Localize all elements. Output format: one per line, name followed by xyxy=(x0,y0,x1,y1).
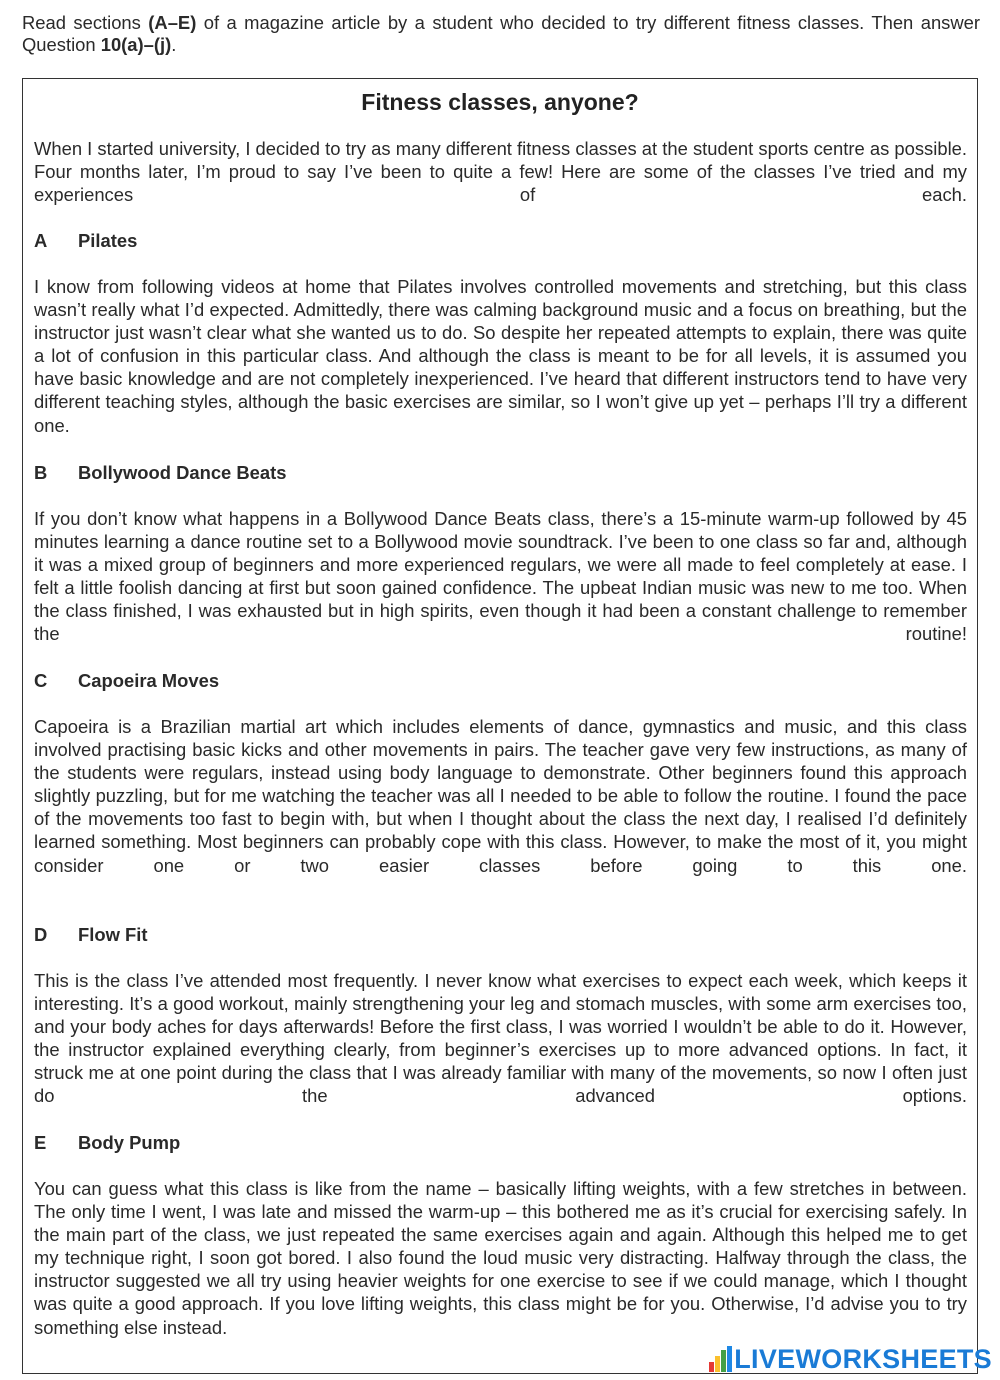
article-title: Fitness classes, anyone? xyxy=(361,89,639,115)
liveworksheets-logo-text: LIVEWORKSHEETS xyxy=(734,1343,992,1374)
section-d-text: This is the class I’ve attended most frequently. I never know what exercises to expect each week, which keeps it interesting. It’s a good workout, mainly strengthening your leg and stomach muscles, with some arm exercises too, and your body aches for days afterwards! Before the first class, I was worried I wouldn’t be able to do it. However, the instructor explained everything clearly, from beginner’s exercises up to more advanced options. In fact, it struck me at one point during the class that I was already familiar with many of the movements, so now I often just do the advanced options. xyxy=(34,970,967,1107)
instructions-sections-ref: (A–E) xyxy=(148,12,197,33)
article-box xyxy=(22,78,978,1374)
section-title: Capoeira Moves xyxy=(78,670,220,691)
instructions xyxy=(22,12,980,56)
section-letter: B xyxy=(34,462,48,483)
section-title: Flow Fit xyxy=(78,924,148,945)
section-letter: A xyxy=(34,230,48,251)
section-b-text: If you don’t know what happens in a Bollywood Dance Beats class, there’s a 15-minute warm-up followed by 45 minutes learning a dance routine set to a Bollywood movie soundtrack. I’ve been to one class so far and, although it was a mixed group of beginners and more experienced regulars, we were all made to feel completely at ease. I felt a little foolish dancing at first but soon gained confidence. The upbeat Indian music was new to me too. When the class finished, I was exhausted but in high spirits, even though it had been a constant challenge to remember the routine! xyxy=(34,508,967,645)
section-c-heading xyxy=(34,669,219,692)
liveworksheets-logo-icon xyxy=(709,1346,732,1372)
article-intro: When I started university, I decided to try as many different fitness classes at the student sports centre as possible. Four months later, I’m proud to say I’ve been to quite a few! Here are some of the classes I’ve tried and my experiences of each. xyxy=(34,138,967,206)
section-title: Bollywood Dance Beats xyxy=(78,462,287,483)
section-letter: E xyxy=(34,1132,47,1153)
section-title: Pilates xyxy=(78,230,138,251)
instructions-text-1: Read sections xyxy=(22,12,149,33)
liveworksheets-logo xyxy=(709,1344,992,1374)
section-title: Body Pump xyxy=(78,1132,181,1153)
section-letter: C xyxy=(34,670,48,691)
instructions-text-3: . xyxy=(171,34,177,55)
section-b-heading xyxy=(34,461,286,484)
section-d-heading xyxy=(34,923,147,946)
section-a-text: I know from following videos at home that Pilates involves controlled movements and stretching, but this class wasn’t really what I’d expected. Admittedly, there was calming background music and a focus on breathing, but the instructor just wasn’t clear what she wanted us to do. So despite her repeated attempts to explain, there was quite a lot of confusion in this particular class. And although the class is meant to be for all levels, it is assumed you have basic knowledge and are not completely inexperienced. I’ve heard that different instructors tend to have very different teaching styles, although the basic exercises are similar, so I won’t give up yet – perhaps I’ll try a different one. xyxy=(34,276,967,436)
section-a-heading xyxy=(34,229,137,252)
section-letter: D xyxy=(34,924,48,945)
instructions-text-2: of a magazine article by a student who decided to try different fitness classes. Then answer Question xyxy=(22,12,981,55)
section-e-heading xyxy=(34,1131,180,1154)
section-c-text: Capoeira is a Brazilian martial art which includes elements of dance, gymnastics and music, and this class involved practising basic kicks and other movements in pairs. The teacher gave very few instructions, as many of the students were regulars, instead using body language to demonstrate. Other beginners found this approach slightly puzzling, but for me watching the teacher was all I needed to be able to follow the routine. I found the pace of the movements too fast to begin with, but when I thought about the class the next day, I realised I’d definitely learned something. Most beginners can probably cope with this class. However, to make the most of it, you might consider one or two easier classes before going to this one. xyxy=(34,716,967,876)
instructions-question-ref: 10(a)–(j) xyxy=(100,34,172,55)
section-e-text: You can guess what this class is like from the name – basically lifting weights, with a few stretches in between. The only time I went, I was late and missed the warm-up – this bothered me as it’s crucial for exercising safely. In the main part of the class, we just repeated the same exercises again and again. Although this helped me to get my technique right, I soon got bored. I also found the loud music very distracting. Halfway through the class, the instructor suggested we all try using heavier weights for one exercise to see if we could manage, which I thought was quite a good approach. If you love lifting weights, this class might be for you. Otherwise, I’d advise you to try something else instead. xyxy=(34,1178,967,1338)
